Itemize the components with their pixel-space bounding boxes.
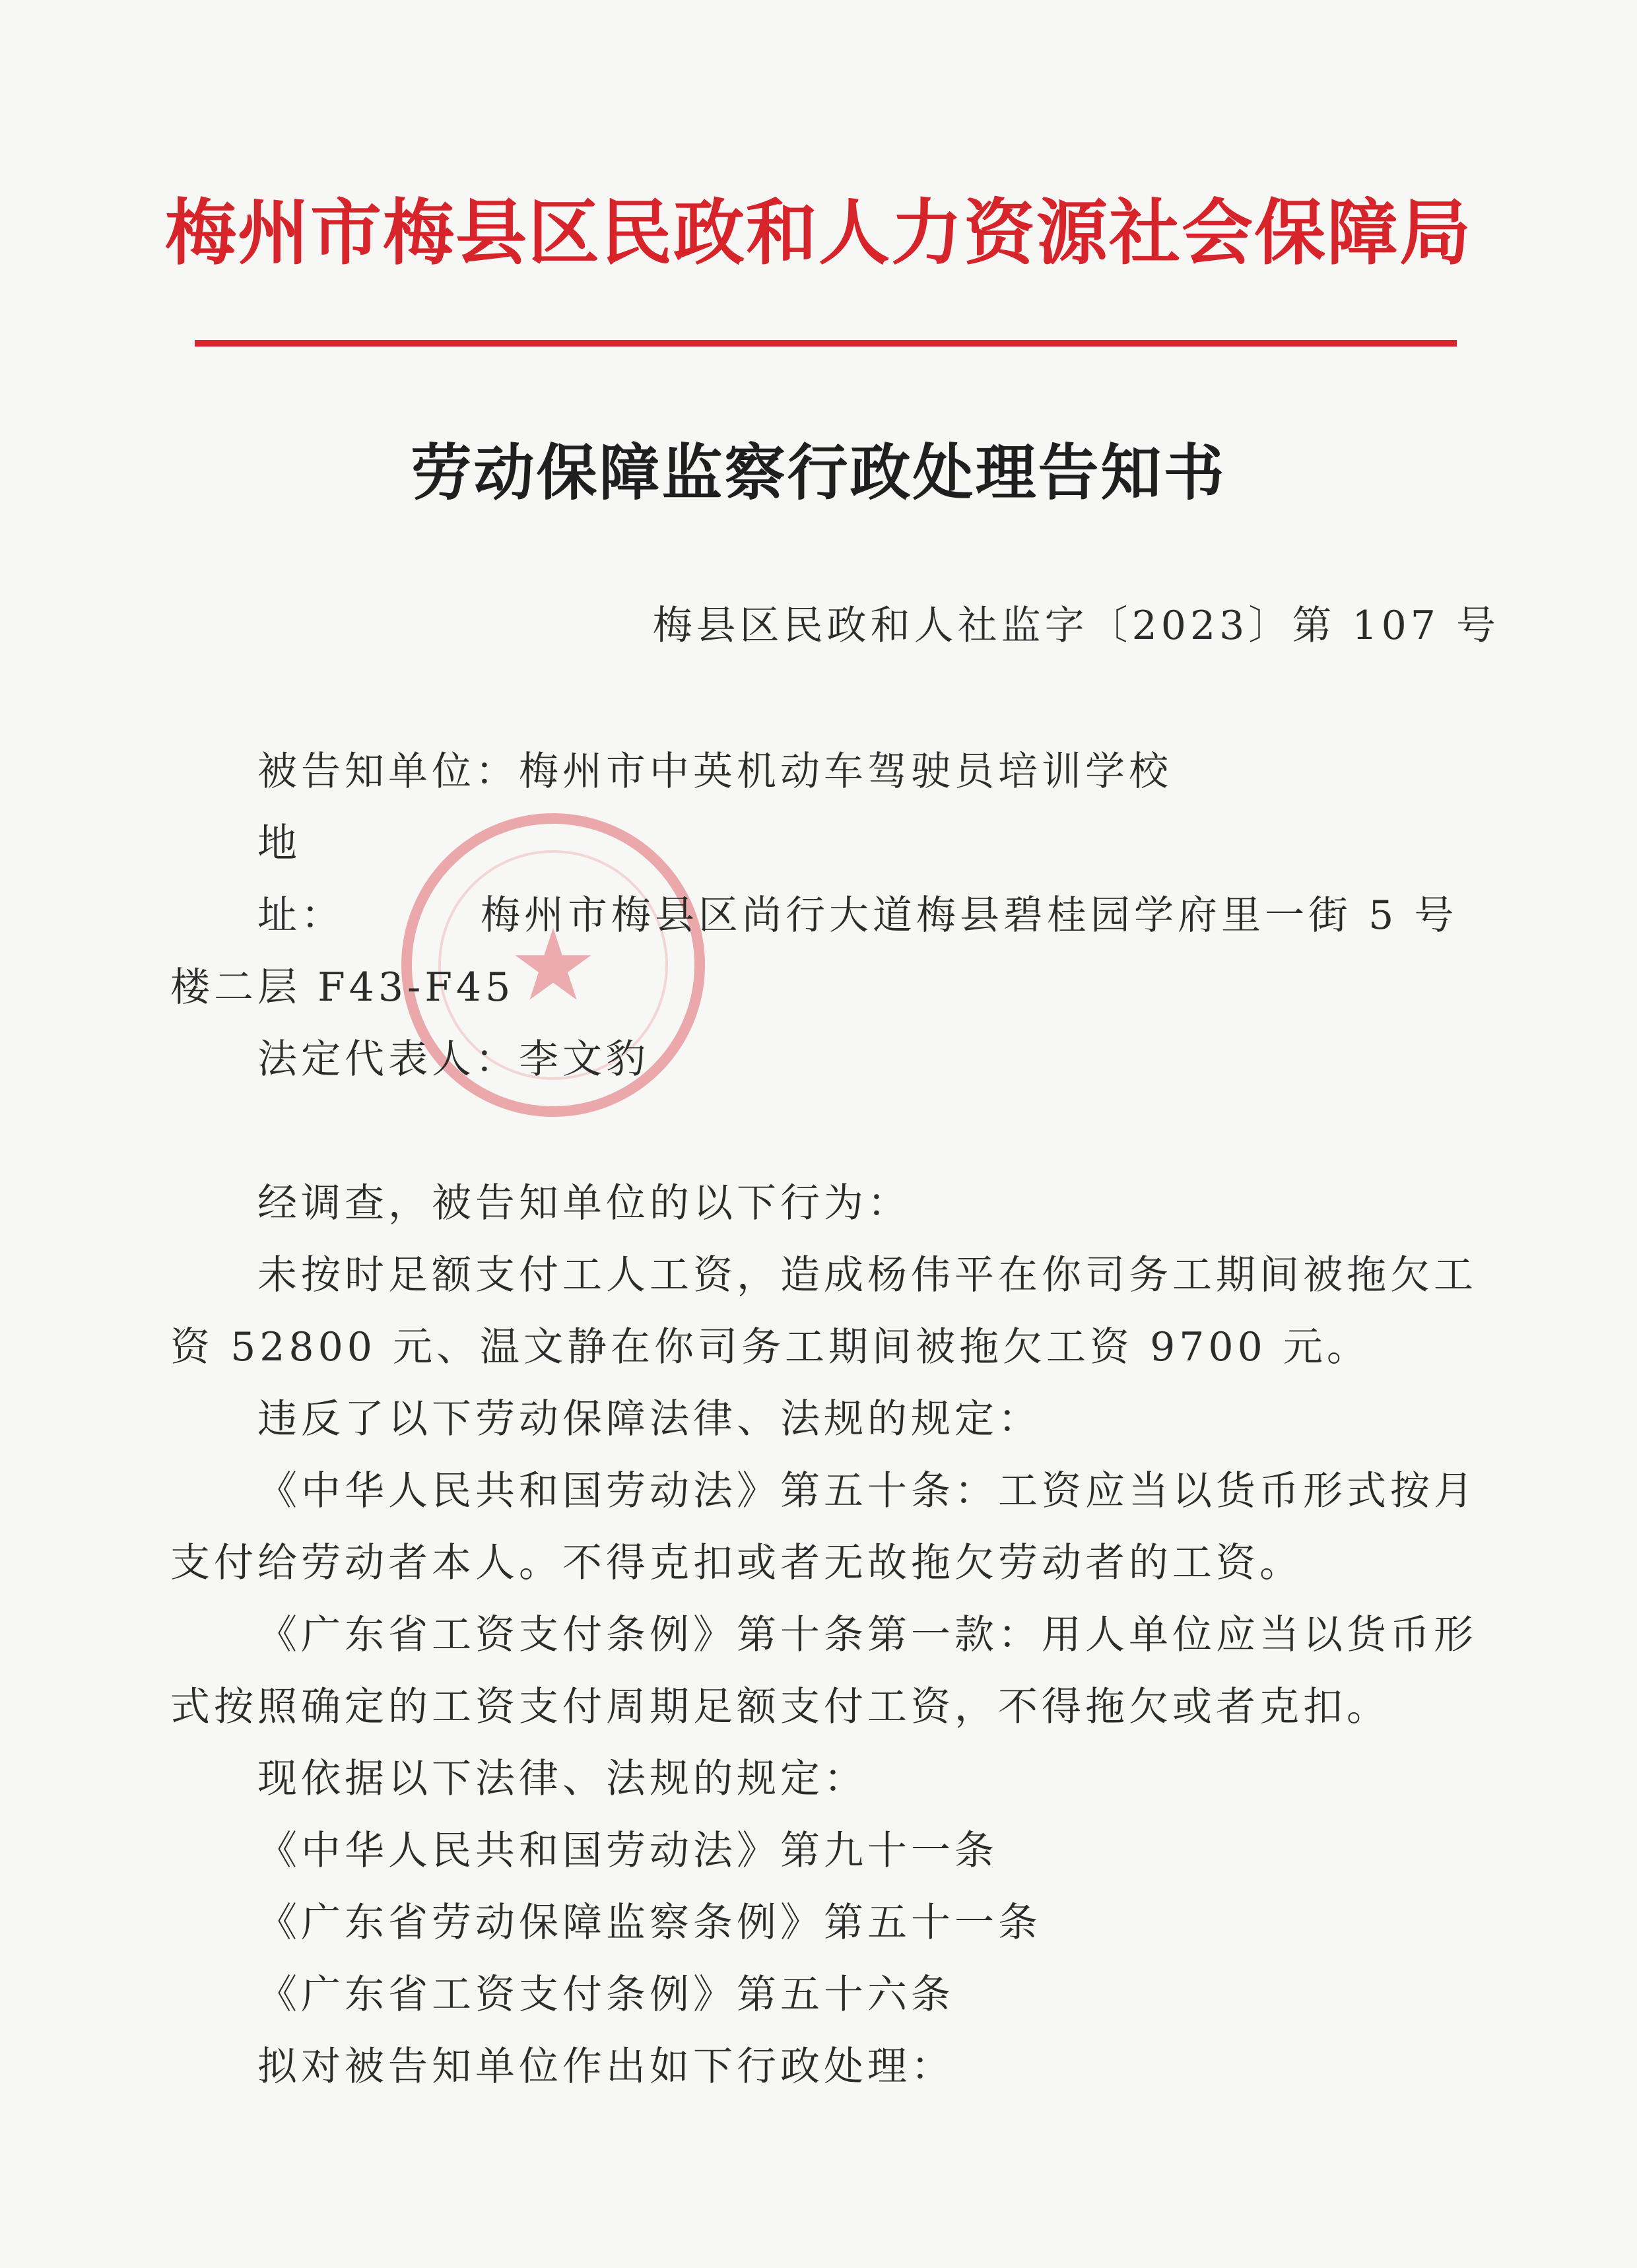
seal-star-icon: ★ <box>508 908 598 1023</box>
organization-header: 梅州市梅县区民政和人力资源社会保障局 <box>164 192 1472 275</box>
spacer <box>170 1096 1504 1168</box>
address-label <box>257 808 481 952</box>
violation-line-1: 未按时足额支付工人工资，造成杨伟平在你司务工期间被拖欠工 <box>257 1252 1477 1298</box>
laws-intro: 违反了以下劳动保障法律、法规的规定： <box>257 1396 1042 1442</box>
basis-item-1: 《中华人民共和国劳动法》第九十一条 <box>257 1828 998 1874</box>
legal-representative-value: 李文豹 <box>519 1036 650 1083</box>
basis-intro: 现依据以下法律、法规的规定： <box>257 1756 867 1802</box>
recipient-unit-value: 梅州市中英机动车驾驶员培训学校 <box>519 749 1172 795</box>
document-body <box>170 736 1504 2103</box>
header-red-rule <box>195 340 1457 347</box>
violation-line-2: 资 52800 元、温文静在你司务工期间被拖欠工资 9700 元。 <box>170 1324 1370 1370</box>
basis-item-3: 《广东省工资支付条例》第五十六条 <box>257 1972 954 2018</box>
address-continuation: 楼二层 F43-F45 <box>170 964 515 1011</box>
investigation-intro: 经调查，被告知单位的以下行为： <box>257 1180 911 1226</box>
law-2-line-1: 《广东省工资支付条例》第十条第一款：用人单位应当以货币形 <box>257 1612 1477 1658</box>
legal-representative-label: 法定代表人： <box>257 1036 519 1083</box>
basis-item-2: 《广东省劳动保障监察条例》第五十一条 <box>257 1900 1042 1946</box>
address-row <box>170 808 1504 952</box>
address-label-part-2: 址： <box>257 892 345 939</box>
decision-intro: 拟对被告知单位作出如下行政处理： <box>257 2044 954 2090</box>
address-value-line-1: 梅州市梅县区尚行大道梅县碧桂园学府里一街 5 号 <box>481 892 1458 939</box>
document-title: 劳动保障监察行政处理告知书 <box>411 437 1226 508</box>
recipient-unit-label: 被告知单位： <box>257 749 519 795</box>
law-1-line-1: 《中华人民共和国劳动法》第五十条：工资应当以货币形式按月 <box>257 1468 1477 1514</box>
document-number: 梅县区民政和人社监字〔2023〕第 107 号 <box>652 603 1500 649</box>
recipient-unit-row <box>170 736 1504 808</box>
law-1-line-2: 支付给劳动者本人。不得克扣或者无故拖欠劳动者的工资。 <box>170 1540 1303 1586</box>
legal-representative-row <box>170 1024 1504 1096</box>
law-2-line-2: 式按照确定的工资支付周期足额支付工资，不得拖欠或者克扣。 <box>170 1684 1390 1730</box>
address-label-part-1: 地 <box>257 820 297 867</box>
